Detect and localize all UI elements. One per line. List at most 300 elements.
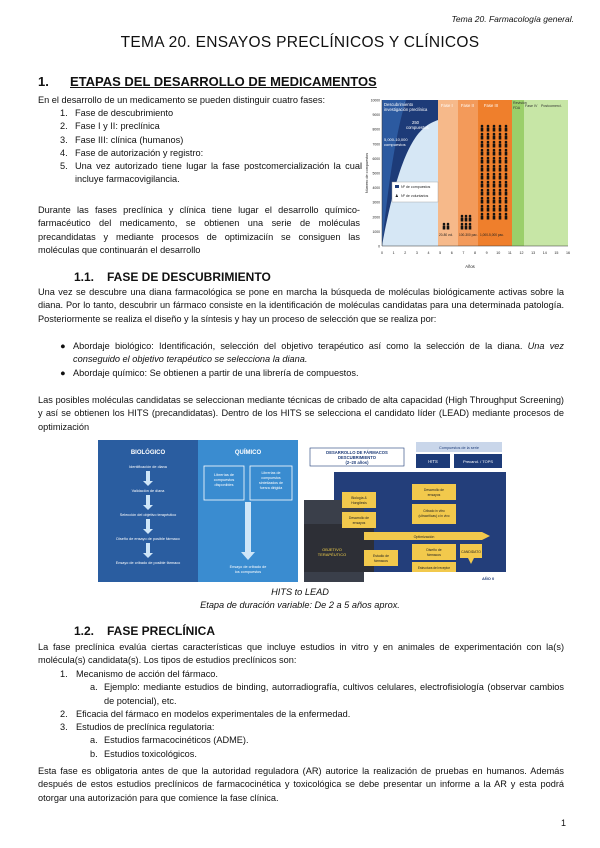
person-icon [505, 216, 508, 220]
person-icon [493, 136, 496, 140]
person-icon [481, 176, 484, 180]
person-icon [487, 216, 490, 220]
person-icon [481, 200, 484, 204]
person-icon [499, 141, 502, 144]
person-icon [481, 144, 484, 148]
top-label: Revisión [513, 101, 527, 105]
chem-box-label: compuestos [213, 478, 235, 482]
person-icon [493, 149, 496, 152]
person-icon [487, 165, 490, 168]
bio-step-arrow [146, 471, 150, 481]
y-tick-label: 6000 [372, 156, 380, 161]
bio-step-label: Validación de diana [131, 489, 165, 493]
approach-item [60, 340, 564, 367]
person-icon [493, 152, 496, 156]
y-tick-label: 1000 [372, 229, 380, 234]
person-icon [465, 223, 468, 226]
y-tick-label: 10000 [370, 98, 380, 103]
x-tick-label: 11 [508, 251, 512, 255]
subsection-number: 1.1. [74, 270, 95, 284]
person-icon [487, 141, 490, 144]
person-icon [481, 149, 484, 152]
study-number: 2. [60, 708, 68, 719]
person-icon [493, 192, 496, 196]
person-icon [487, 133, 490, 136]
person-icon [481, 173, 484, 176]
person-icon [493, 176, 496, 180]
person-icon [487, 160, 490, 164]
yellow-box-label: Biología & [351, 496, 367, 500]
person-icon [499, 128, 502, 132]
x-tick-label: 12 [519, 251, 524, 255]
phase-list [60, 107, 362, 187]
y-tick-label: 0 [378, 244, 380, 249]
phase-number: 5. [60, 161, 68, 172]
figure-caption-title: HITS to LEAD [271, 587, 329, 597]
person-icon [493, 144, 496, 148]
person-icon [505, 197, 508, 200]
subsection-title: FASE DE DESCUBRIMIENTO [107, 270, 271, 284]
page-number: 1 [560, 818, 566, 828]
chem-box-label: disponibles [214, 483, 234, 487]
person-icon [487, 213, 490, 216]
chem-arrow [245, 502, 251, 552]
y-tick-label: 3000 [372, 200, 380, 205]
person-icon [443, 223, 446, 226]
study-item [60, 708, 564, 721]
person-icon [487, 168, 490, 172]
subsection12-paragraph-1: La fase preclínica evalúa ciertas características que incluye estudios in vitro y en animales de experimentación con la(s) molécula(s) candidata(s). Los tipos de estudios preclínicos son: [38, 642, 564, 666]
person-icon [505, 157, 508, 160]
section1-paragraph: Durante las fases preclínica y clínica tiene lugar el desarrollo químico-farmacéutico del medicamento, se obtienen una serie de moléculas precandidatas y mediante procesos de optimizaciín se consiguen las moléculas que continuarán el desarrollo [38, 205, 360, 255]
person-icon [493, 205, 496, 208]
chem-box-label: fuerza dirigida [259, 486, 283, 490]
tops-label: Precand. / TOPS [462, 459, 494, 464]
figure-caption-duration: Etapa de duración variable: De 2 a 5 años aprox. [200, 600, 400, 610]
person-icon [481, 181, 484, 184]
person-icon [461, 218, 464, 222]
study-subitem [60, 748, 564, 761]
phase-number: 3. [60, 134, 68, 145]
person-icon [505, 184, 508, 188]
person-icon [499, 200, 502, 204]
phase-number: 4. [60, 147, 68, 158]
person-icon [481, 216, 484, 220]
person-icon [481, 197, 484, 200]
person-icon [499, 149, 502, 152]
person-icon [481, 168, 484, 172]
yellow-box-label: Hongilesis [351, 501, 367, 505]
person-icon [481, 184, 484, 188]
subsection-heading-1-1 [74, 270, 271, 284]
study-subitem [60, 681, 564, 708]
person-icon [505, 144, 508, 148]
chem-title: QUÍMICO [234, 450, 262, 456]
person-icon [505, 165, 508, 168]
subsection11-paragraph-2: Las posibles moléculas candidatas se seleccionan mediante técnicas de cribado de alta capacidad (High Throughput Screening) y así se obtienen los HITS (precandidatas). Dentro de los HITS se selecciona el candidato líder (LEAD) mediante procesos de optimización [38, 395, 564, 432]
person-icon [505, 152, 508, 156]
person-icon [481, 157, 484, 160]
person-icon [499, 197, 502, 200]
person-icon [487, 205, 490, 208]
person-icon [505, 200, 508, 204]
person-icon [481, 189, 484, 192]
top-label: FDA [513, 106, 521, 110]
x-tick-label: 9 [485, 251, 488, 255]
person-icon [505, 133, 508, 136]
y-tick-label: 9000 [372, 113, 380, 118]
person-icon [493, 213, 496, 216]
person-icon [487, 149, 490, 152]
person-icon [505, 136, 508, 140]
study-subnumber: a. [90, 735, 98, 746]
top-label: Fase I [441, 103, 453, 108]
person-icon [505, 181, 508, 184]
year-zero-label: AÑO 0 [482, 576, 495, 581]
bio-step-label: Selección del objetivo terapéutico [119, 513, 177, 517]
chem-box-label: Librerías de [213, 473, 235, 477]
top-box-label: Compuestos de la serie [439, 446, 479, 450]
running-header: Tema 20. Farmacología general. [451, 14, 574, 24]
person-icon [499, 213, 502, 216]
person-icon [493, 141, 496, 144]
subsection12-paragraph-2: Esta fase es obligatoria antes de que la autoridad reguladora (AR) autorice la realización de pruebas en humanos. Además después de estos estudios preclínicos de farmacocinética y toxicológica se debe presentar un informe a la AR y esta podrá otorgar una autorización para que comience la fase clínica. [38, 766, 564, 803]
person-icon [481, 192, 484, 196]
bullet: ● [60, 341, 66, 351]
phase-text: Fase de autorización y registro: [75, 147, 204, 158]
person-icon [487, 173, 490, 176]
person-icon [493, 189, 496, 192]
subsection-number: 1.2. [74, 624, 95, 638]
chem-bottom-label: los compuestos [234, 570, 262, 574]
person-icon [487, 125, 490, 128]
study-subnumber: a. [90, 682, 98, 693]
person-icon [493, 181, 496, 184]
person-icon [487, 176, 490, 180]
person-icon [447, 223, 450, 226]
x-tick-label: 0 [381, 251, 383, 255]
compound-label: compuestos [384, 142, 406, 147]
person-icon [505, 128, 508, 132]
person-icon [481, 125, 484, 128]
x-tick-label: 7 [462, 251, 465, 255]
top-label: investigación preclínica [384, 107, 428, 112]
bio-step-label: Identificación de diana [129, 465, 167, 469]
person-icon [499, 208, 502, 212]
yellow-box-label: Desarrollo de [348, 516, 370, 520]
x-tick-label: 1 [392, 251, 395, 255]
x-tick-label: 2 [404, 251, 407, 255]
subsection11-paragraph-1: Una vez se descubre una diana farmacológica se pone en marcha la búsqueda de moléculas biológicamente activas sobre la diana. Por lo tanto, descubrir un fármaco consiste en la identificación de moléculas candidatas para una determinada patología. Posteriormente se realiza el diseño y la síntesis y hay un proceso de selección que se realiza por: [38, 287, 564, 324]
person-icon [505, 176, 508, 180]
person-icon [505, 189, 508, 192]
person-icon [499, 176, 502, 180]
person-icon [487, 136, 490, 140]
person-icon [493, 125, 496, 128]
person-icon [469, 226, 472, 230]
person-icon [493, 128, 496, 132]
screening-figure-left [98, 440, 298, 582]
person-icon [481, 165, 484, 168]
person-icon [481, 160, 484, 164]
person-icon [461, 223, 464, 226]
yellow-box-label: fármacos [427, 553, 441, 557]
person-icon [487, 184, 490, 188]
person-icon [493, 165, 496, 168]
bio-step-arrow [146, 495, 150, 505]
person-icon [499, 168, 502, 172]
candidato-label: CANDIDATO [461, 550, 481, 554]
y-tick-label: 4000 [372, 186, 380, 191]
study-subtext: Estudios farmacocinéticos (ADME). [104, 735, 249, 746]
yellow-box-label: fármacos [374, 559, 388, 563]
phase-item [60, 147, 362, 160]
person-icon [481, 141, 484, 144]
yellow-box-label: (ultracríticas) o in vivo [418, 514, 450, 518]
x-tick-label: 8 [474, 251, 476, 255]
development-timeline-figure [362, 96, 574, 272]
person-icon [499, 152, 502, 156]
yellow-box-label: Estructura del receptor [417, 566, 451, 570]
study-text: Estudios de preclínica regulatoria: [76, 722, 215, 733]
person-icon [487, 197, 490, 200]
approach-main: Abordaje biológico: Identificación, selección del objetivo terapéutico así como la selección de la diana. [73, 341, 528, 351]
bio-step-label: Ensayo de cribado de posible fármaco [115, 561, 181, 565]
page-title: TEMA 20. ENSAYOS PRECLÍNICOS Y CLÍNICOS [120, 34, 480, 51]
person-icon [465, 215, 468, 218]
person-icon [487, 152, 490, 156]
person-icon [499, 160, 502, 164]
person-icon [499, 189, 502, 192]
person-icon [493, 157, 496, 160]
section1-intro: En el desarrollo de un medicamento se pueden distinguir cuatro fases: [38, 95, 326, 105]
person-icon [493, 173, 496, 176]
person-icon [493, 160, 496, 164]
person-icon [499, 136, 502, 140]
x-tick-label: 15 [554, 251, 559, 255]
objetivo-label: OBJETIVO [322, 547, 342, 552]
person-icon [487, 189, 490, 192]
person-icon [499, 205, 502, 208]
yellow-box [412, 544, 456, 560]
drug-discovery-figure [304, 440, 506, 582]
bio-step-arrow [146, 543, 150, 553]
top-label: Descubrimiento [384, 102, 414, 107]
person-icon [505, 160, 508, 164]
person-icon [481, 152, 484, 156]
yellow-box [342, 492, 376, 508]
yellow-box [342, 512, 376, 528]
person-icon [481, 136, 484, 140]
right-title: (2–20 años) [345, 460, 369, 465]
person-icon [461, 226, 464, 230]
person-icon [469, 218, 472, 222]
person-icon [505, 149, 508, 152]
person-icon [469, 223, 472, 226]
objetivo-label: TERAPÉUTICO [317, 552, 347, 557]
study-number: 3. [60, 722, 68, 733]
study-subitem [60, 734, 564, 747]
section-number: 1. [38, 74, 49, 89]
subsection-title: FASE PRECLÍNICA [107, 624, 216, 638]
bottom-note: 1,000-5,000 pac. [480, 233, 504, 237]
subsection-heading-1-2 [74, 624, 215, 638]
bio-step-label: Diseño de ensayo de posible fármaco [116, 537, 180, 541]
study-text: Eficacia del fármaco en modelos experimentales de la enfermedad. [76, 708, 351, 719]
right-title: DESCUBRIMIENTO [337, 455, 377, 460]
phase-item [60, 160, 362, 187]
top-label: Fase III [484, 103, 498, 108]
person-icon [493, 168, 496, 172]
person-icon [505, 205, 508, 208]
y-tick-label: 5000 [372, 171, 380, 176]
approach-main: Abordaje químico: Se obtienen a partir de una librería de compuestos. [73, 367, 359, 378]
yellow-box-label: ensayos [352, 521, 366, 525]
person-icon [465, 226, 468, 230]
study-item [60, 668, 564, 681]
band-phase-3 [478, 100, 512, 246]
person-icon [493, 200, 496, 204]
person-icon [493, 184, 496, 188]
right-title: DESARROLLO DE FÁRMACOS [326, 450, 388, 455]
person-icon [465, 218, 468, 222]
legend-entry: Nº de compuestos [401, 185, 431, 189]
x-tick-label: 10 [496, 251, 501, 255]
legend-entry: Nº de voluntarios [401, 194, 429, 198]
phase-number: 1. [60, 108, 68, 118]
phase-text: Fase I y II: preclínica [75, 121, 160, 132]
phase-item [60, 107, 362, 120]
study-subtext: Ejemplo: mediante estudios de binding, autorradiografía, cultivos celulares, electrofisiología (observar cambios de potencial), etc. [104, 682, 564, 706]
approach-list [60, 340, 564, 380]
person-icon [487, 192, 490, 196]
phase-number: 2. [60, 121, 68, 132]
phase-text: Una vez autorizado tiene lugar la fase postcomercialización la cual incluye farmacovigilancia. [75, 161, 362, 185]
person-icon [493, 216, 496, 220]
preclinical-study-list [60, 668, 564, 761]
person-icon [505, 192, 508, 196]
person-icon [499, 181, 502, 184]
person-icon [487, 200, 490, 204]
chem-box-label: compuestos [261, 476, 281, 480]
person-icon [499, 192, 502, 196]
hits-label: HITS [428, 459, 438, 464]
yellow-box [364, 550, 398, 566]
x-tick-label: 6 [450, 251, 453, 255]
person-icon [499, 157, 502, 160]
person-icon [505, 173, 508, 176]
person-icon [499, 165, 502, 168]
person-icon [461, 215, 464, 218]
chem-box-label: Librerías de [261, 471, 281, 475]
section-title: ETAPAS DEL DESARROLLO DE MEDICAMENTOS [70, 74, 377, 89]
person-icon [499, 216, 502, 220]
person-icon [505, 213, 508, 216]
person-icon [447, 226, 450, 230]
yellow-box-label: ensayos [427, 493, 441, 497]
study-subtext: Estudios toxicológicos. [104, 748, 197, 759]
x-tick-label: 13 [531, 251, 536, 255]
band-fda-review [512, 100, 524, 246]
compound-label: 5,000-10,000 [384, 137, 408, 142]
x-tick-label: 14 [542, 251, 547, 255]
study-number: 1. [60, 669, 68, 679]
phase-item [60, 134, 362, 147]
bio-title: BIOLÓGICO [130, 450, 166, 456]
yellow-box-label: Desarrollo de [423, 488, 445, 492]
study-subnumber: b. [90, 748, 98, 759]
person-icon [493, 197, 496, 200]
bullet: ● [60, 367, 66, 378]
optimization-label: Optimización [413, 535, 435, 539]
person-icon [505, 125, 508, 128]
person-icon [481, 133, 484, 136]
section-heading-1 [38, 74, 377, 89]
person-icon [493, 133, 496, 136]
compound-label: 250 [412, 120, 419, 125]
person-icon [499, 184, 502, 188]
person-icon [505, 208, 508, 212]
phase-text: Fase III: clínica (humanos) [75, 134, 184, 145]
chem-box-label: sintetizados de [259, 481, 283, 485]
approach-note: Una vez conseguido el objetivo terapéutico se selecciona la diana. [73, 341, 564, 365]
band-phase-4 [524, 100, 568, 246]
person-icon [487, 128, 490, 132]
approach-text [73, 340, 564, 367]
person-icon [481, 128, 484, 132]
bottom-note: 100-300 pac. [459, 233, 478, 237]
y-tick-label: 2000 [372, 215, 380, 220]
phase-item [60, 120, 362, 133]
yellow-box-label: Cribado in vitro [423, 509, 445, 513]
phase-text: Fase de descubrimiento [75, 108, 174, 118]
person-icon [469, 215, 472, 218]
top-label: Postcomerci. [541, 104, 562, 108]
chem-bottom-label: Ensayo de cribado de [229, 565, 267, 569]
bio-step-arrow [146, 519, 150, 529]
yellow-box-label: Estudio de [372, 554, 390, 558]
person-icon [487, 208, 490, 212]
top-label: Fase II [461, 103, 474, 108]
person-icon [499, 133, 502, 136]
y-tick-label: 7000 [372, 142, 380, 147]
x-tick-label: 5 [439, 251, 442, 255]
person-icon: ♟ [395, 193, 399, 198]
yellow-box-label: Diseño de [426, 548, 442, 552]
person-icon [487, 157, 490, 160]
person-icon [481, 213, 484, 216]
person-icon [505, 141, 508, 144]
person-icon [487, 144, 490, 148]
person-icon [493, 208, 496, 212]
approach-item [60, 367, 564, 380]
legend-swatch [395, 185, 399, 188]
x-tick-label: 3 [415, 251, 418, 255]
x-tick-label: 4 [427, 251, 430, 255]
y-tick-label: 8000 [372, 127, 380, 132]
y-axis-title: Número de compuestos [365, 152, 369, 194]
yellow-box [412, 484, 456, 500]
person-icon [481, 205, 484, 208]
top-label: Fase IV [525, 104, 538, 108]
person-icon [505, 168, 508, 172]
person-icon [443, 226, 446, 230]
person-icon [499, 173, 502, 176]
x-tick-label: 16 [566, 251, 570, 255]
study-item [60, 721, 564, 734]
bottom-note: 20-80 vol. [439, 233, 453, 237]
person-icon [499, 144, 502, 148]
